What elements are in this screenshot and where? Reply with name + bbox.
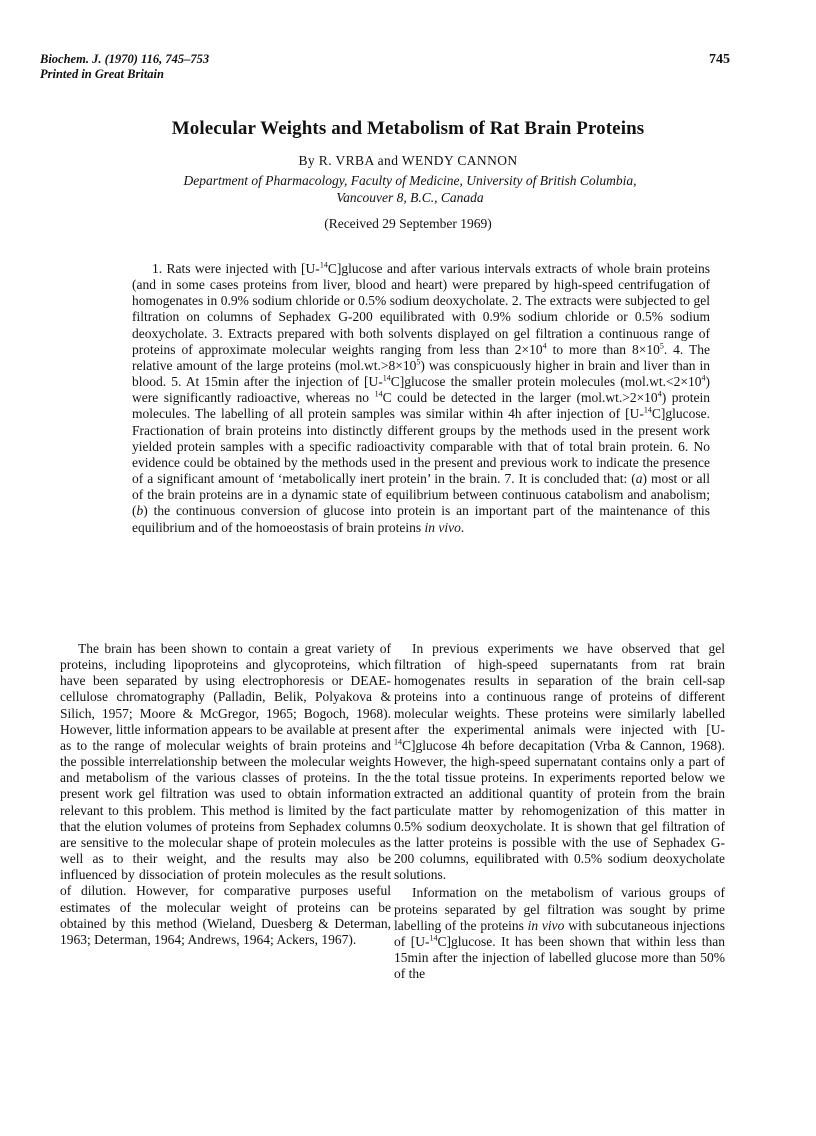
superscript: 14 bbox=[643, 405, 652, 415]
superscript: 14 bbox=[394, 737, 402, 747]
superscript: 4 bbox=[542, 341, 547, 351]
abstract-text: 1. Rats were injected with [U- bbox=[152, 261, 320, 276]
paragraph-text: In previous experiments we have observed that gel filtration of high-speed supernatants from rat brain homogenates results in separation of the brain cell-sap proteins into a continuous range of proteins of different molecular weights. These proteins were similarly labelled after the experimental animals were injected with [U- bbox=[394, 641, 725, 737]
paragraph-text: C]glucose 4h before decapitation (Vrba & Cannon, 1968). However, the high-speed supernatant contains only a part of the total tissue proteins. In experiments reported below we extracted an additional quantity of protein from the brain particulate matter by rehomogenization of this matter in 0.5% sodium deoxycholate. It is shown that gel filtration of the latter proteins is possible with the use of Sephadex G-200 columns, equilibrated with 0.5% sodium deoxycholate solutions. bbox=[394, 737, 725, 883]
authors: By R. VRBA and WENDY CANNON bbox=[298, 153, 518, 168]
received-date: (Received 29 September 1969) bbox=[324, 216, 492, 231]
paragraph: The brain has been shown to contain a great variety of proteins, including lipoproteins and glycoproteins, which have been separated by using electrophoresis or DEAE-cellulose chromatography (Palladin, Belik, Polyakova & Silich, 1957; Moore & McGregor, 1965; Bogoch, 1968). However, little information appears to be available at present as to the range of molecular weights of brain proteins and the possible interrelationship between the molecular weights and metabolism of the various classes of proteins. In the present work gel filtration was used to obtain information relevant to this problem. This method is limited by the fact that the elution volumes of proteins from Sephadex columns are sensitive to the molecular shape of protein molecules as well as to their weight, and the results may also be influenced by dissociation of protein molecules as the result of dilution. However, for comparative purposes useful estimates of the molecular weight of proteins can be obtained by this method (Wieland, Duesberg & Determan, 1963; Determan, 1964; Andrews, 1964; Ackers, 1967). bbox=[60, 641, 391, 947]
abstract-text: C]glucose the smaller protein molecules (mol.wt.<2×10 bbox=[390, 374, 702, 390]
abstract-text: ) were significantly radioactive, whereas no bbox=[132, 374, 710, 406]
paragraph bbox=[394, 641, 725, 883]
abstract-text: . bbox=[460, 519, 465, 535]
abstract-italic: a bbox=[635, 471, 643, 487]
superscript: 4 bbox=[657, 389, 662, 399]
superscript: 5 bbox=[416, 357, 421, 367]
abstract-italic: in vivo bbox=[424, 519, 461, 535]
paragraph-italic: in vivo bbox=[527, 917, 565, 933]
abstract-text: ) the continuous conversion of glucose into protein is an important part of the maintenance of this equilibrium and of the homoeostasis of brain proteins bbox=[132, 503, 710, 535]
superscript: 14 bbox=[374, 389, 383, 399]
superscript: 4 bbox=[701, 373, 706, 383]
abstract-italic: b bbox=[136, 503, 144, 519]
superscript: 5 bbox=[659, 341, 664, 351]
superscript: 14 bbox=[319, 260, 328, 270]
paragraph bbox=[394, 885, 725, 982]
affiliation-line-1: Department of Pharmacology, Faculty of Medicine, University of British Columbia, bbox=[183, 173, 637, 188]
body-column-left bbox=[60, 641, 391, 948]
abstract bbox=[132, 261, 710, 536]
body-column-right bbox=[394, 641, 725, 982]
affiliation-line-2: Vancouver 8, B.C., Canada bbox=[336, 190, 484, 205]
abstract-text: ) protein molecules. The labelling of all protein samples was similar within 4h after injection of [U- bbox=[132, 390, 710, 422]
abstract-text: C could be detected in the larger (mol.wt.>2×10 bbox=[382, 390, 658, 406]
article-title: Molecular Weights and Metabolism of Rat Brain Proteins bbox=[171, 118, 645, 139]
journal-citation bbox=[40, 52, 340, 82]
paragraph-text: with subcutaneous injections of [U- bbox=[394, 917, 725, 949]
abstract-text: to more than 8×10 bbox=[546, 341, 660, 357]
abstract-text: C]glucose. Fractionation of brain proteins into distinctly different groups by the methods used in the present work yielded protein samples with a specific radioactivity comparable with that of total brain protein. 6. No evidence could be obtained by the methods used in the present and previous work to indicate the presence of a significant amount of ‘metabolically inert protein’ in the brain. 7. It is concluded that: ( bbox=[132, 406, 710, 487]
superscript: 14 bbox=[382, 373, 391, 383]
abstract-text: ) was conspicuously higher in brain and liver than in blood. 5. At 15min after the injection of [U- bbox=[132, 357, 710, 390]
citation-line-2: Printed in Great Britain bbox=[40, 67, 164, 81]
affiliation bbox=[110, 172, 710, 206]
page-number: 745 bbox=[709, 52, 730, 67]
abstract-text: C]glucose and after various intervals extracts of whole brain proteins (and in some cases proteins from liver, blood and heart) were prepared by high-speed centrifugation of homogenates in 0.9% sodium chloride or 0.5% sodium deoxycholate. 2. The extracts were subjected to gel filtration on columns of Sephadex G-200 equilibrated with 0.9% sodium chloride or 0.5% sodium deoxycholate. 3. Extracts prepared with both solvents displayed on gel filtration a continuous range of proteins of approximate molecular weights ranging from less than 2×10 bbox=[132, 261, 710, 357]
superscript: 14 bbox=[429, 933, 438, 943]
paragraph-text: Information on the metabolism of various groups of proteins separated by gel filtration was sought by prime labelling of the proteins bbox=[394, 885, 725, 933]
abstract-text: ) most or all of the brain proteins are in a dynamic state of equilibrium between continuous catabolism and anabolism; ( bbox=[132, 471, 710, 519]
citation-line-1: Biochem. J. (1970) 116, 745–753 bbox=[40, 52, 210, 66]
paragraph-text: C]glucose. It has been shown that within less than 15min after the injection of labelled glucose more than 50% of the bbox=[394, 933, 725, 982]
abstract-text: . 4. The relative amount of the large proteins (mol.wt.>8×10 bbox=[132, 341, 710, 373]
